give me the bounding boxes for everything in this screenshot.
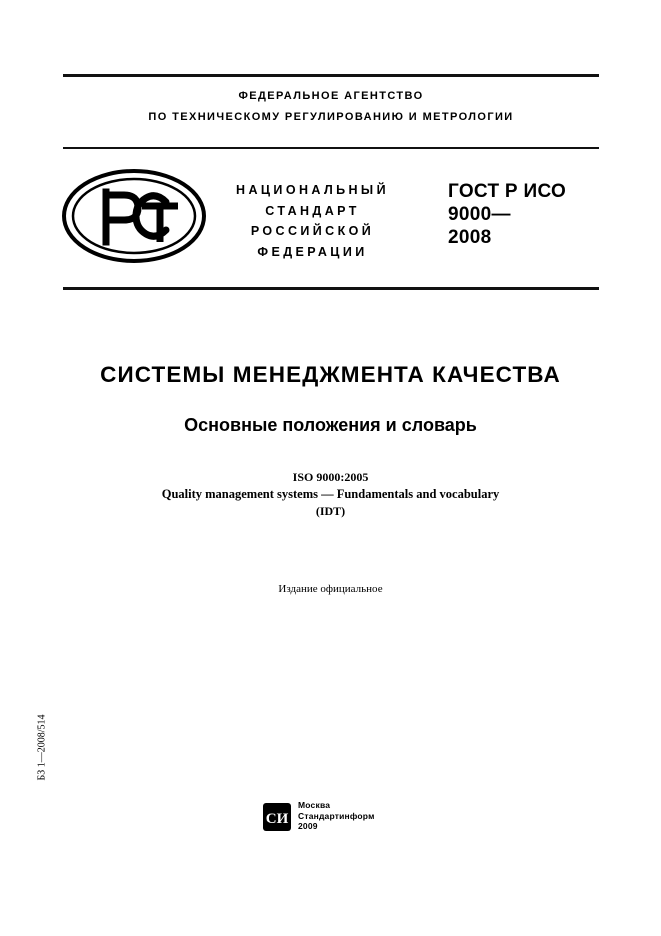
standard-designation: [448, 180, 648, 249]
national-standard-block: [205, 180, 420, 262]
header-rule-middle: [63, 147, 599, 149]
header-rule-top: [63, 74, 599, 77]
iso-reference-line-3: (IDT): [315, 504, 346, 518]
iso-reference-line-2: Quality management systems — Fundamentals and vocabulary: [161, 487, 500, 501]
national-standard-line-4: ФЕДЕРАЦИИ: [257, 244, 368, 259]
publisher-block: [262, 800, 442, 844]
page-subtitle: Основные положения и словарь: [184, 415, 477, 435]
agency-line-1: ФЕДЕРАЛЬНОЕ АГЕНТСТВО: [238, 90, 424, 102]
iso-reference-line-1: ISO 9000:2005: [292, 470, 369, 484]
publisher-text: [298, 800, 438, 832]
agency-block: [63, 86, 599, 128]
page-title: СИСТЕМЫ МЕНЕДЖМЕНТА КАЧЕСТВА: [100, 362, 561, 387]
svg-text:СИ: СИ: [265, 811, 289, 827]
agency-line-2: ПО ТЕХНИЧЕСКОМУ РЕГУЛИРОВАНИЮ И МЕТРОЛОГИИ: [148, 111, 514, 123]
gost-r-emblem: [60, 166, 208, 266]
national-standard-line-3: РОССИЙСКОЙ: [250, 224, 375, 238]
standartinform-logo: [262, 802, 292, 832]
edition-note: Издание официальное: [278, 583, 383, 595]
side-code: БЗ 1—2008/514: [36, 714, 48, 781]
publisher-city: Москва: [298, 800, 331, 810]
publisher-name: Стандартинформ: [298, 810, 375, 821]
header-rule-bottom: [63, 287, 599, 290]
national-standard-line-1: НАЦИОНАЛЬНЫЙ: [236, 183, 389, 197]
designation-line-2: 9000—: [448, 204, 511, 225]
designation-line-1: ГОСТ Р ИСО: [448, 181, 567, 202]
designation-line-3: 2008: [448, 227, 492, 248]
publisher-year: 2009: [298, 821, 318, 831]
national-standard-line-2: СТАНДАРТ: [265, 203, 360, 218]
